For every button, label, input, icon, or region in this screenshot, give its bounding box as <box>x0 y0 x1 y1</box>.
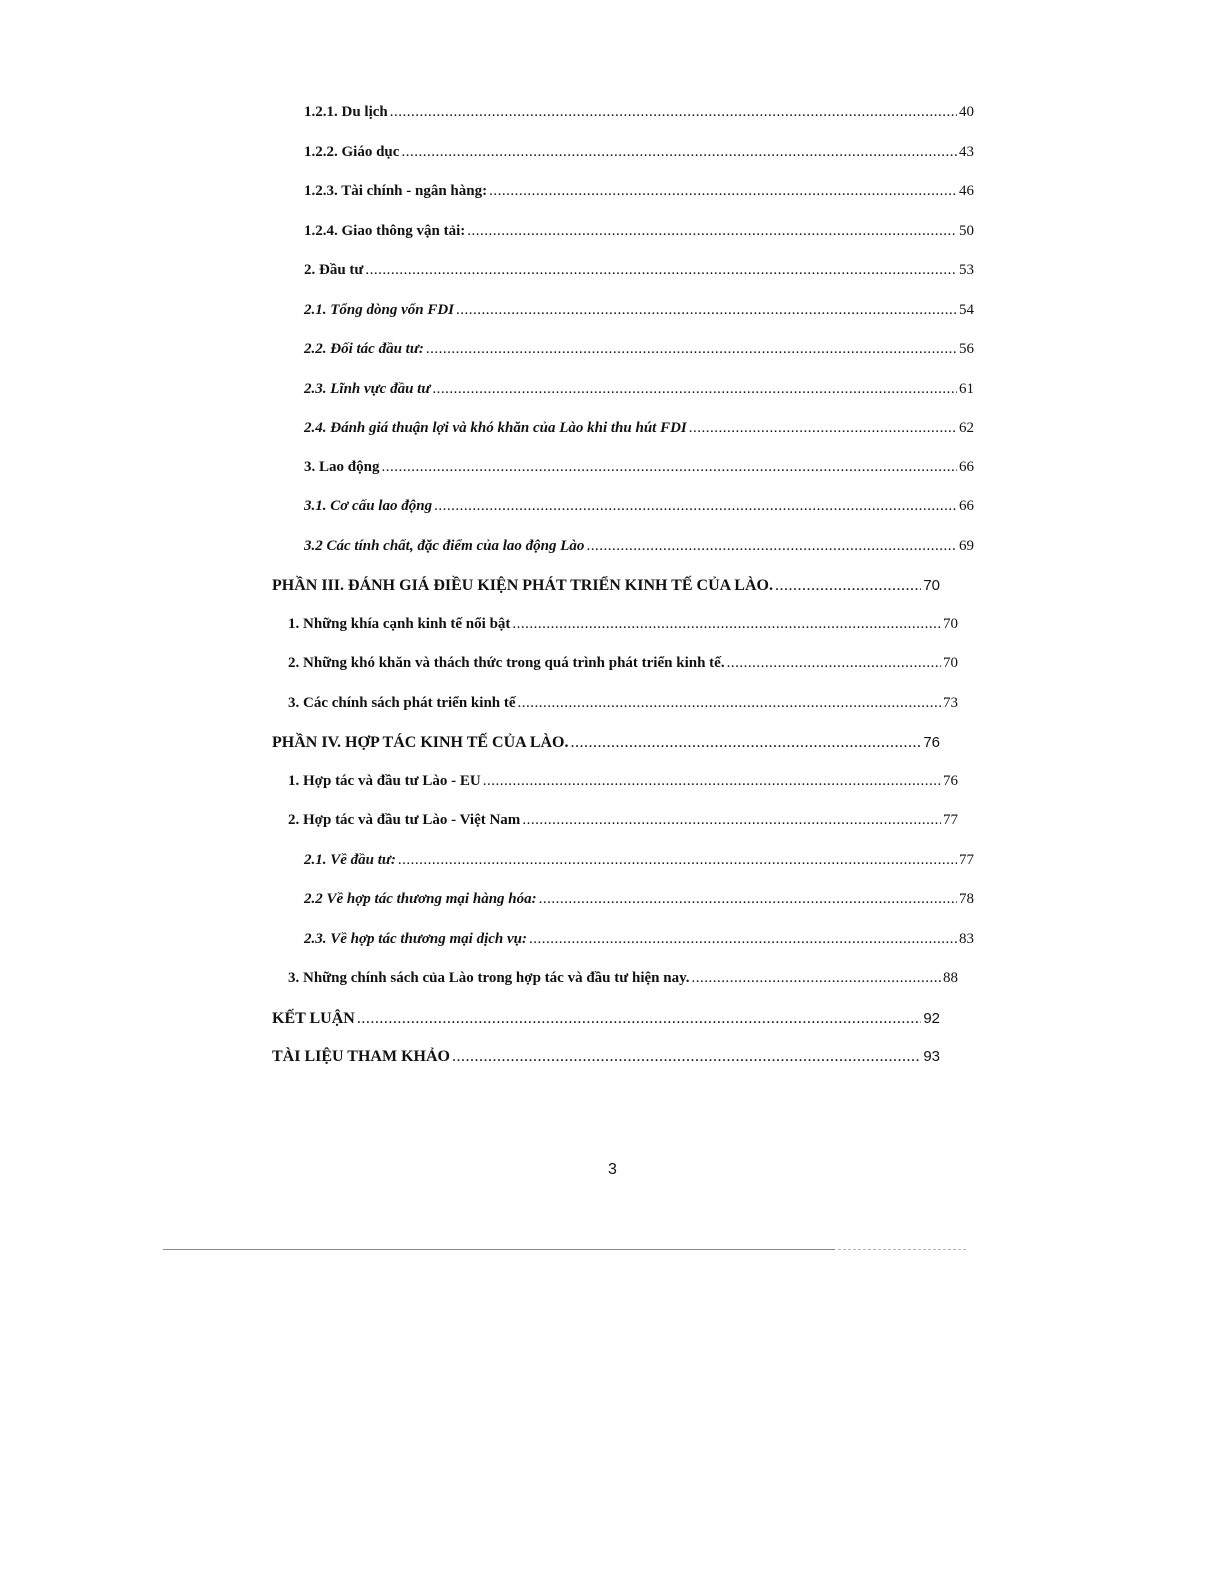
toc-entry-page: 53 <box>959 262 974 278</box>
toc-entry-page: 66 <box>959 458 974 475</box>
toc-entry-page: 76 <box>923 734 940 751</box>
toc-entry-title: 1. Những khía cạnh kinh tế nổi bật <box>288 615 511 632</box>
toc-entry[interactable] <box>272 970 958 1010</box>
toc-part-heading[interactable] <box>272 1010 940 1049</box>
toc-leader-dots <box>483 773 941 790</box>
toc-entry-page: 77 <box>959 851 974 868</box>
toc-entry[interactable] <box>272 616 958 656</box>
toc-leader-dots <box>467 223 957 240</box>
toc-entry-title: PHẦN III. ĐÁNH GIÁ ĐIỀU KIỆN PHÁT TRIỂN KINH TẾ CỦA LÀO. <box>272 577 773 594</box>
toc-entry[interactable] <box>272 302 974 342</box>
toc-entry-title: 2.4. Đánh giá thuận lợi và khó khăn của Lào khi thu hút FDI <box>304 420 687 436</box>
toc-entry-page: 92 <box>923 1009 940 1027</box>
toc-entry-page: 69 <box>959 537 974 554</box>
toc-entry-page: 77 <box>943 812 958 828</box>
toc-leader-dots <box>522 812 941 829</box>
toc-leader-dots <box>539 891 957 908</box>
toc-part-heading[interactable] <box>272 577 940 616</box>
toc-leader-dots <box>571 734 922 752</box>
toc-entry-title: 2.1. Tổng dòng vốn FDI <box>304 301 455 318</box>
toc-entry-page: 70 <box>923 577 940 594</box>
toc-leader-dots <box>434 498 957 515</box>
toc-entry[interactable] <box>272 341 974 381</box>
toc-entry-title: 1. Hợp tác và đầu tư Lào - EU <box>288 772 481 789</box>
toc-entry[interactable] <box>272 381 974 421</box>
toc-leader-dots <box>398 852 957 869</box>
toc-entry-title: 2. Đầu tư <box>304 262 364 278</box>
toc-entry-title: 3. Lao động <box>304 458 380 475</box>
toc-leader-dots <box>426 341 957 358</box>
toc-leader-dots <box>381 459 957 476</box>
toc-entry[interactable] <box>272 420 974 459</box>
toc-leader-dots <box>586 538 957 555</box>
toc-leader-dots <box>390 104 957 121</box>
toc-leader-dots <box>357 1010 921 1028</box>
toc-part-heading[interactable] <box>272 734 940 773</box>
toc-leader-dots <box>727 655 941 672</box>
toc-entry-page: 54 <box>959 301 974 318</box>
toc-entry[interactable] <box>272 459 974 499</box>
toc-entry-title: 1.2.4. Giao thông vận tải: <box>304 222 466 239</box>
toc-entry[interactable] <box>272 812 958 852</box>
toc-entry[interactable] <box>272 498 974 538</box>
toc-entry[interactable] <box>272 183 974 223</box>
toc-leader-dots <box>452 1048 921 1066</box>
toc-entry-page: 61 <box>959 380 974 397</box>
toc-entry-page: 62 <box>959 420 974 436</box>
toc-entry-title: PHẦN IV. HỢP TÁC KINH TẾ CỦA LÀO. <box>272 734 569 751</box>
toc-entry[interactable] <box>272 538 974 578</box>
toc-entry-page: 76 <box>943 772 958 789</box>
toc-entry[interactable] <box>272 695 958 735</box>
toc-entry-page: 78 <box>959 891 974 907</box>
toc-entry-title: 2.2. Đối tác đầu tư: <box>304 341 424 357</box>
toc-entry-title: 2.3. Lĩnh vực đầu tư <box>304 380 431 397</box>
toc-entry-page: 73 <box>943 694 958 711</box>
toc-entry-page: 40 <box>959 104 974 120</box>
page-number: 3 <box>608 1161 617 1178</box>
toc-entry-title: 2. Những khó khăn và thách thức trong quá trình phát triển kinh tế. <box>288 655 725 671</box>
toc-entry[interactable] <box>272 891 974 931</box>
toc-part-heading[interactable] <box>272 1048 940 1087</box>
toc-entry-title: 3. Những chính sách của Lào trong hợp tác và đầu tư hiện nay. <box>288 970 690 986</box>
table-of-contents <box>272 104 974 1087</box>
toc-entry-page: 83 <box>959 930 974 947</box>
toc-entry-page: 93 <box>923 1048 940 1065</box>
toc-entry-page: 56 <box>959 341 974 357</box>
toc-entry-page: 46 <box>959 183 974 199</box>
toc-leader-dots <box>775 577 921 595</box>
toc-entry-title: TÀI LIỆU THAM KHẢO <box>272 1048 450 1065</box>
toc-entry-title: 1.2.3. Tài chính - ngân hàng: <box>304 183 488 199</box>
toc-entry-page: 70 <box>943 655 958 671</box>
page-separator-line <box>163 1249 835 1250</box>
toc-leader-dots <box>432 381 957 398</box>
toc-entry[interactable] <box>272 262 974 302</box>
toc-leader-dots <box>489 183 957 200</box>
toc-leader-dots <box>456 302 957 319</box>
toc-entry-page: 43 <box>959 143 974 160</box>
toc-entry-title: 2.3. Về hợp tác thương mại dịch vụ: <box>304 930 528 947</box>
toc-entry-page: 66 <box>959 498 974 514</box>
toc-leader-dots <box>529 931 957 948</box>
toc-entry-title: 3. Các chính sách phát triển kinh tế <box>288 694 516 711</box>
toc-entry-title: 1.2.2. Giáo dục <box>304 143 400 160</box>
toc-entry[interactable] <box>272 655 958 695</box>
toc-leader-dots <box>692 970 941 987</box>
toc-entry[interactable] <box>272 931 974 971</box>
toc-entry-title: 1.2.1. Du lịch <box>304 104 388 120</box>
toc-leader-dots <box>365 262 957 279</box>
toc-entry[interactable] <box>272 773 958 813</box>
toc-entry[interactable] <box>272 223 974 263</box>
toc-leader-dots <box>512 616 941 633</box>
toc-entry-title: 3.1. Cơ cấu lao động <box>304 498 433 514</box>
toc-entry-title: 2.2 Về hợp tác thương mại hàng hóa: <box>304 891 537 907</box>
toc-entry-page: 70 <box>943 615 958 632</box>
toc-entry[interactable] <box>272 852 974 892</box>
toc-entry-page: 88 <box>943 970 958 986</box>
toc-entry-title: 3.2 Các tính chất, đặc điểm của lao động Lào <box>304 537 585 554</box>
toc-entry-title: KẾT LUẬN <box>272 1009 355 1027</box>
page-separator-dashed <box>838 1249 966 1250</box>
toc-entry-page: 50 <box>959 222 974 239</box>
toc-entry[interactable] <box>272 144 974 184</box>
toc-leader-dots <box>689 420 957 437</box>
toc-entry-title: 2. Hợp tác và đầu tư Lào - Việt Nam <box>288 812 521 828</box>
toc-entry-title: 2.1. Về đầu tư: <box>304 851 396 868</box>
toc-entry[interactable] <box>272 104 974 144</box>
toc-leader-dots <box>518 695 941 712</box>
toc-leader-dots <box>401 144 957 161</box>
